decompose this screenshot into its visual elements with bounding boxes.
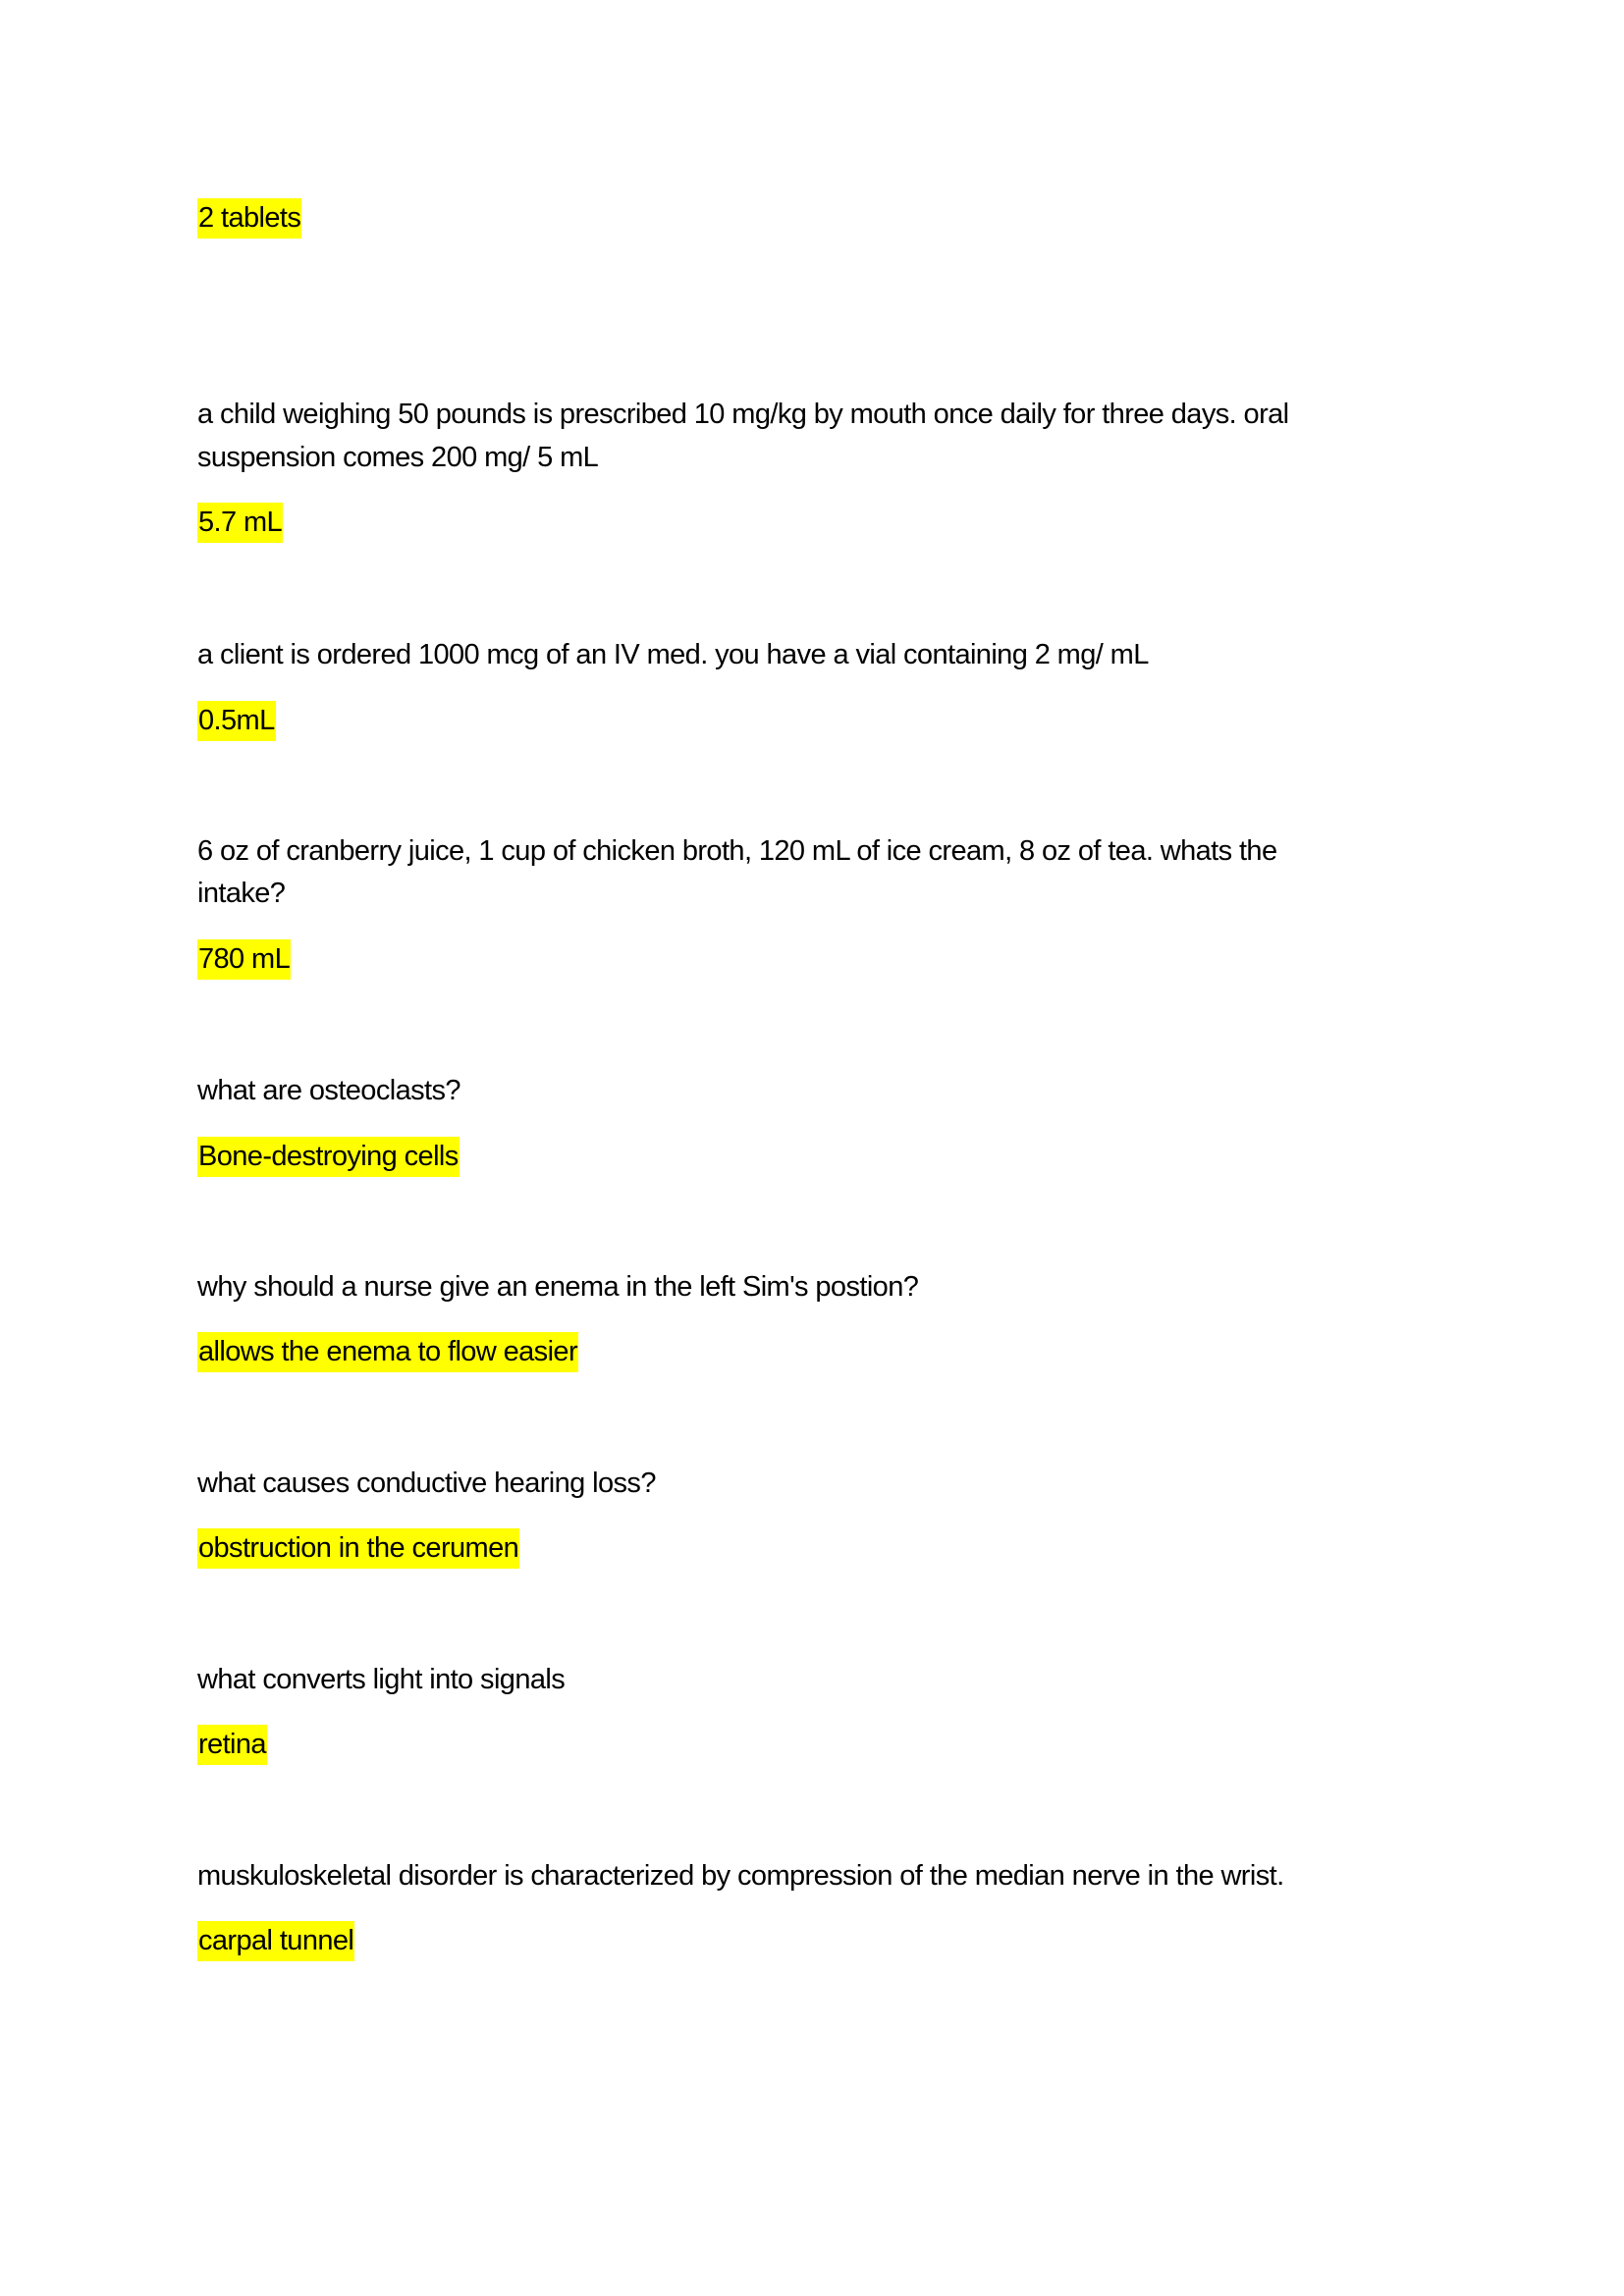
- highlighted-answer: 2 tablets: [197, 198, 301, 239]
- question-line: suspension comes 200 mg/ 5 mL: [197, 442, 599, 473]
- question-line: what are osteoclasts?: [197, 1075, 460, 1106]
- highlighted-answer: carpal tunnel: [197, 1921, 354, 1961]
- highlighted-answer: Bone-destroying cells: [197, 1137, 460, 1177]
- answer-line: [197, 699, 276, 742]
- answer-line: [197, 1526, 519, 1570]
- highlighted-answer: 5.7 mL: [197, 503, 283, 543]
- question-line: what causes conductive hearing loss?: [197, 1468, 656, 1499]
- highlighted-answer: obstruction in the cerumen: [197, 1528, 519, 1569]
- answer-line: [197, 1330, 578, 1373]
- question-line: intake?: [197, 878, 286, 909]
- highlighted-answer: 0.5mL: [197, 701, 276, 741]
- question-line: muskuloskeletal disorder is characterized by compression of the median nerve in the wrist.: [197, 1860, 1284, 1892]
- answer-line: [197, 1135, 460, 1178]
- answer-line: [197, 501, 283, 544]
- answer-line: [197, 1919, 354, 1962]
- answer-line: [197, 196, 301, 240]
- answer-line: [197, 937, 291, 981]
- highlighted-answer: allows the enema to flow easier: [197, 1332, 578, 1372]
- question-line: 6 oz of cranberry juice, 1 cup of chicken broth, 120 mL of ice cream, 8 oz of tea. whats the: [197, 835, 1277, 867]
- highlighted-answer: 780 mL: [197, 939, 291, 980]
- question-line: what converts light into signals: [197, 1664, 566, 1695]
- question-line: why should a nurse give an enema in the left Sim's postion?: [197, 1271, 919, 1303]
- question-line: a child weighing 50 pounds is prescribed 10 mg/kg by mouth once daily for three days. oral: [197, 399, 1289, 430]
- question-line: a client is ordered 1000 mcg of an IV med. you have a vial containing 2 mg/ mL: [197, 639, 1149, 670]
- highlighted-answer: retina: [197, 1725, 267, 1765]
- answer-line: [197, 1723, 267, 1766]
